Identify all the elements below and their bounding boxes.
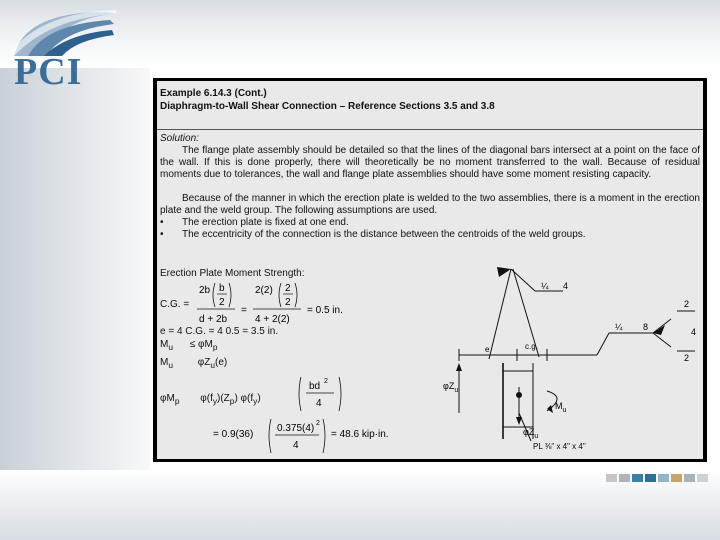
document-page [157, 81, 703, 459]
eq-cg-eq: = [241, 305, 247, 316]
eq-mp-label: φM [160, 393, 175, 404]
eq-mu1-rhs-sub: p [212, 342, 218, 352]
eq-mp-phi-f: φ(f [200, 393, 213, 404]
eq-mp-four: 4 [316, 398, 322, 409]
connection-figure [439, 263, 701, 457]
eq-mp-2 [213, 415, 403, 459]
bullet-dot: • [160, 217, 164, 228]
weld2-len: 8 [643, 322, 649, 332]
footer-square [684, 474, 695, 482]
eq-mu1-m: M [160, 339, 169, 350]
bullet-text: The erection plate is fixed at one end. [182, 217, 349, 228]
eq-cg-b: b [219, 283, 225, 294]
weld1-len: 4 [563, 281, 569, 291]
eq-cg-den2: 4 + 2(2) [255, 314, 290, 325]
eq-mp-fraction [297, 373, 343, 415]
dim-bot: 2 [684, 353, 690, 363]
footer-square [645, 474, 656, 482]
solution-label: Solution: [160, 133, 199, 144]
eq-mu-1 [160, 339, 218, 353]
label-cg: c.g. [525, 342, 538, 351]
eq-mp2-pre: = 0.9(36) [213, 429, 254, 440]
eq-mp-phi-f2: ) φ(f [234, 393, 254, 404]
weld2-size: ¼ [615, 322, 623, 332]
bullet-dot: • [160, 229, 164, 240]
pci-logo-text: PCI [14, 51, 83, 93]
eq-mp-bd: bd [309, 381, 321, 392]
footer-square [632, 474, 643, 482]
eq-mu2-rhs: φZ [197, 357, 211, 368]
footer-square [606, 474, 617, 482]
label-phiz-right: $\varphi Z_u$ [523, 427, 539, 440]
bullet-text: The eccentricity of the connection is the distance between the centroids of the weld groups. [182, 229, 586, 240]
eq-mp-sq: 2 [324, 378, 328, 385]
label-mu: $M_u$ [555, 401, 567, 414]
weld-leader-1 [511, 269, 535, 291]
dim-mid: 4 [691, 327, 697, 337]
eq-mu1-rhs: ≤ φM [189, 339, 213, 350]
footer-square [658, 474, 669, 482]
eq-mu2-m: M [160, 357, 169, 368]
eq-mp-close: ) [257, 393, 261, 404]
eq-mp2-den: 4 [293, 440, 299, 451]
footer-squares [606, 474, 716, 482]
example-subtitle: Diaphragm-to-Wall Shear Connection – Reference Sections 3.5 and 3.8 [160, 101, 495, 112]
eq-mp-sub-y2: y [253, 396, 258, 406]
eq-mp2-sq: 2 [316, 420, 320, 427]
example-header [157, 81, 703, 130]
label-phiz-left: $\varphi Z_u$ [443, 381, 459, 394]
example-title: Example 6.14.3 (Cont.) [160, 88, 267, 99]
eq-mp-sub-y1: y [212, 396, 218, 406]
eq-mu1-sub: u [168, 342, 173, 352]
paragraph-1: The flange plate assembly should be detailed so that the lines of the diagonal bars intersect at a point on the face of the wall. If this is done properly, there will theoretically be no moment transferred to the wall. Because of residual moments due to tolerances, the wall and flange plate assemblies should have some moment resisting capacity. [160, 145, 700, 180]
eq-cg-num2: 2(2) [255, 285, 273, 296]
eq-mp-1 [160, 393, 261, 407]
section-heading: Erection Plate Moment Strength: [160, 268, 305, 279]
dim-top: 2 [684, 299, 690, 309]
footer-square [671, 474, 682, 482]
plate-label: PL ⅜" x 4" x 4" [533, 442, 586, 451]
eq-mu2-rhs-sub: u [210, 360, 215, 370]
flag-icon-right [653, 325, 665, 335]
eq-mp2-result: = 48.6 kip·in. [331, 429, 389, 440]
centroid-marker [516, 392, 522, 398]
eq-mp2-num: 0.375(4) [277, 423, 315, 434]
eq-mu-2 [160, 357, 227, 371]
eq-cg-den1: d + 2b [199, 314, 228, 325]
weld1-size: ¼ [541, 281, 549, 291]
eq-mu2-sub: u [168, 360, 173, 370]
footer-square [619, 474, 630, 482]
eq-cg-2a: 2 [219, 297, 225, 308]
diagonal-bar-upper [489, 269, 511, 359]
footer-square [697, 474, 708, 482]
eq-cg-result: = 0.5 in. [307, 305, 343, 316]
eq-mu2-tail: (e) [215, 357, 228, 368]
eq-cg-2b: 2 [285, 283, 291, 294]
paragraph-2: Because of the manner in which the erection plate is welded to the two assemblies, there is a moment in the erection plate and the weld group. The following assumptions are used. [160, 193, 700, 216]
eq-cg-fraction [195, 279, 407, 331]
eq-cg-label: C.G. = [160, 299, 190, 310]
eq-cg-num1: 2b [199, 285, 211, 296]
eq-mp-sub: p [174, 396, 180, 406]
weld-leader-2 [597, 333, 609, 355]
eq-mp-sub-p: p [229, 396, 235, 406]
eq-mp-z: )(Z [217, 393, 230, 404]
eq-eccentricity: e = 4 C.G. = 4 0.5 = 3.5 in. [160, 326, 279, 337]
label-e: e [485, 345, 490, 354]
eq-cg-2c: 2 [285, 297, 291, 308]
